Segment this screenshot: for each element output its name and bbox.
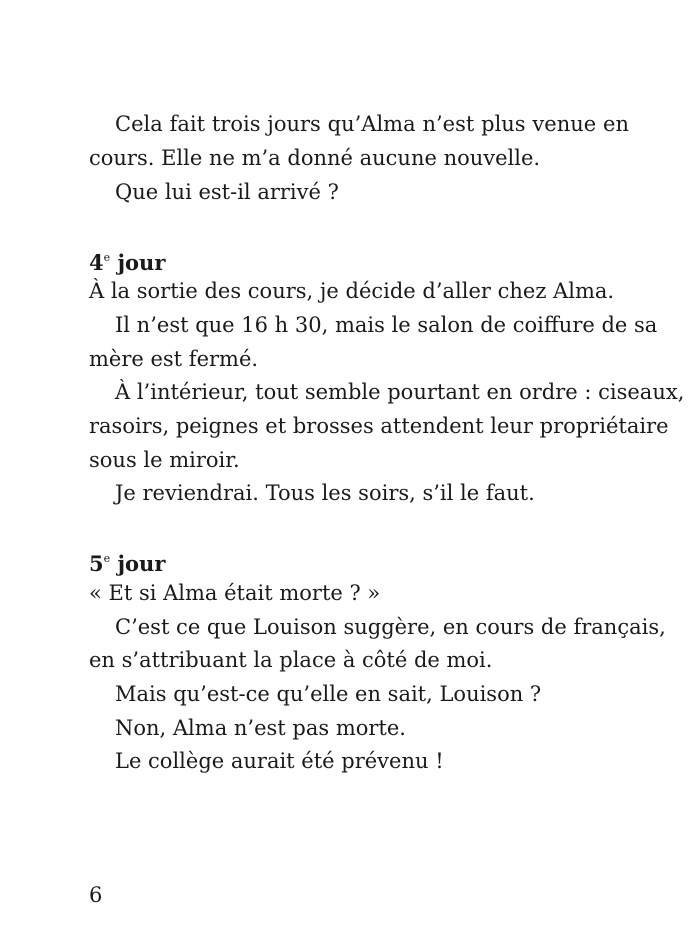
book-page	[89, 0, 685, 949]
paragraph-line: Mais qu’est-ce qu’elle en sait, Louison ?	[115, 682, 542, 706]
paragraph-line: Le collège aurait été prévenu !	[115, 749, 444, 773]
heading-superscript: e	[103, 552, 111, 565]
paragraph-line: rasoirs, peignes et brosses attendent leur propriétaire	[89, 414, 669, 438]
day-4-heading	[89, 243, 165, 278]
paragraph-line: À l’intérieur, tout semble pourtant en ordre : ciseaux,	[115, 380, 685, 404]
paragraph-line: Je reviendrai. Tous les soirs, s’il le faut.	[115, 481, 535, 505]
paragraph-line: cours. Elle ne m’a donné aucune nouvelle.	[89, 146, 541, 170]
page-number: 6	[89, 883, 103, 907]
heading-number: 5	[89, 551, 104, 576]
paragraph-line: en s’attribuant la place à côté de moi.	[89, 648, 493, 672]
paragraph-line: mère est fermé.	[89, 347, 259, 371]
heading-word: jour	[117, 250, 166, 275]
paragraph-line: Non, Alma n’est pas morte.	[115, 716, 406, 740]
heading-word: jour	[117, 551, 166, 576]
paragraph-line: Cela fait trois jours qu’Alma n’est plus venue en	[115, 112, 629, 136]
paragraph-line: sous le miroir.	[89, 448, 240, 472]
paragraph-line: Que lui est-il arrivé ?	[115, 180, 339, 204]
paragraph-line: Il n’est que 16 h 30, mais le salon de coiffure de sa	[115, 313, 658, 337]
heading-superscript: e	[103, 251, 111, 264]
paragraph-line: « Et si Alma était morte ? »	[89, 581, 381, 605]
day-5-heading	[89, 544, 165, 579]
paragraph-line: C’est ce que Louison suggère, en cours de français,	[115, 615, 666, 639]
paragraph-line: À la sortie des cours, je décide d’aller chez Alma.	[89, 279, 615, 303]
heading-number: 4	[89, 250, 104, 275]
